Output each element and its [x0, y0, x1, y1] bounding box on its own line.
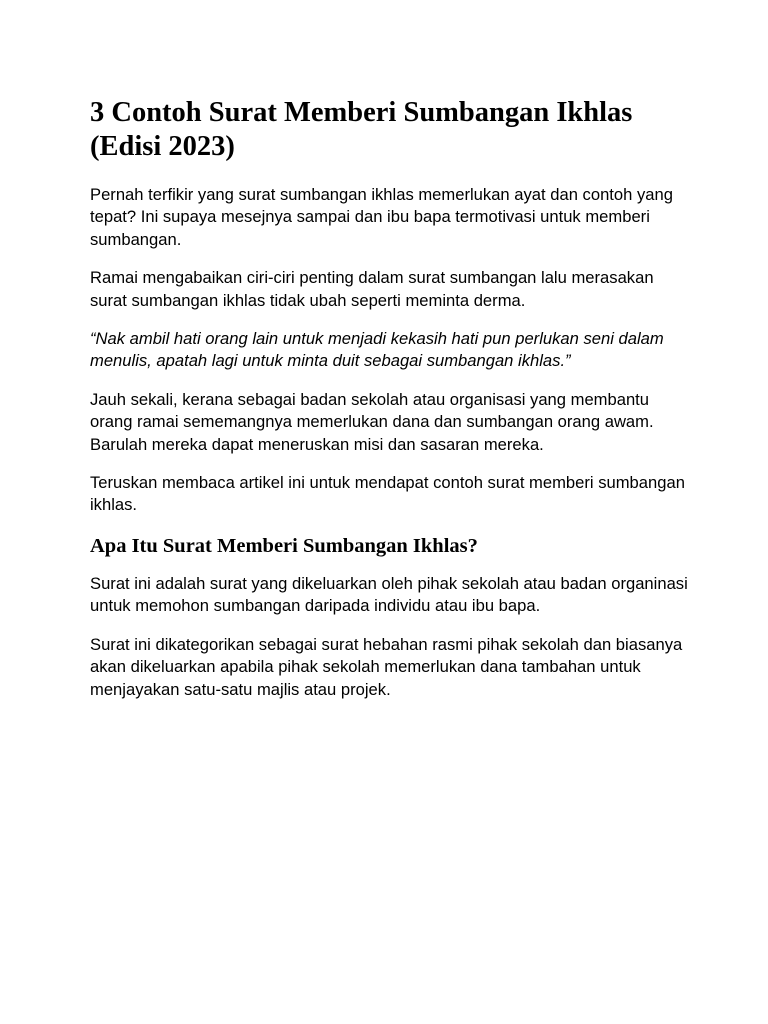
intro-paragraph-2: Ramai mengabaikan ciri-ciri penting dalam surat sumbangan lalu merasakan surat sumbangan ikhlas tidak ubah seperti meminta derma. [90, 268, 654, 310]
section-paragraph-1: Surat ini adalah surat yang dikeluarkan oleh pihak sekolah atau badan organinasi untuk memohon sumbangan daripada individu atau ibu bapa. [90, 573, 688, 616]
article-title: 3 Contoh Surat Memberi Sumbangan Ikhlas (Edisi 2023) [90, 97, 633, 162]
intro-paragraph-1: Pernah terfikir yang surat sumbangan ikhlas memerlukan ayat dan contoh yang tepat? Ini supaya mesejnya sampai dan ibu bapa termotivasi untuk memberi sumbangan. [90, 185, 673, 249]
section-heading: Apa Itu Surat Memberi Sumbangan Ikhlas? [90, 534, 478, 557]
body-paragraph-1: Jauh sekali, kerana sebagai badan sekolah atau organisasi yang membantu orang ramai sememangnya memerlukan dana dan sumbangan orang awam. Barulah mereka dapat meneruskan misi dan sasaran mereka. [90, 389, 654, 454]
document-page [90, 96, 690, 717]
quote-paragraph: “Nak ambil hati orang lain untuk menjadi kekasih hati pun perlukan seni dalam menulis, apatah lagi untuk minta duit sebagai sumbangan ikhlas.” [90, 329, 664, 371]
body-paragraph-2: Teruskan membaca artikel ini untuk mendapat contoh surat memberi sumbangan ikhlas. [90, 473, 685, 515]
section-paragraph-2: Surat ini dikategorikan sebagai surat hebahan rasmi pihak sekolah dan biasanya akan dikeluarkan apabila pihak sekolah memerlukan dana tambahan untuk menjayakan satu-satu majlis atau projek. [90, 634, 683, 699]
